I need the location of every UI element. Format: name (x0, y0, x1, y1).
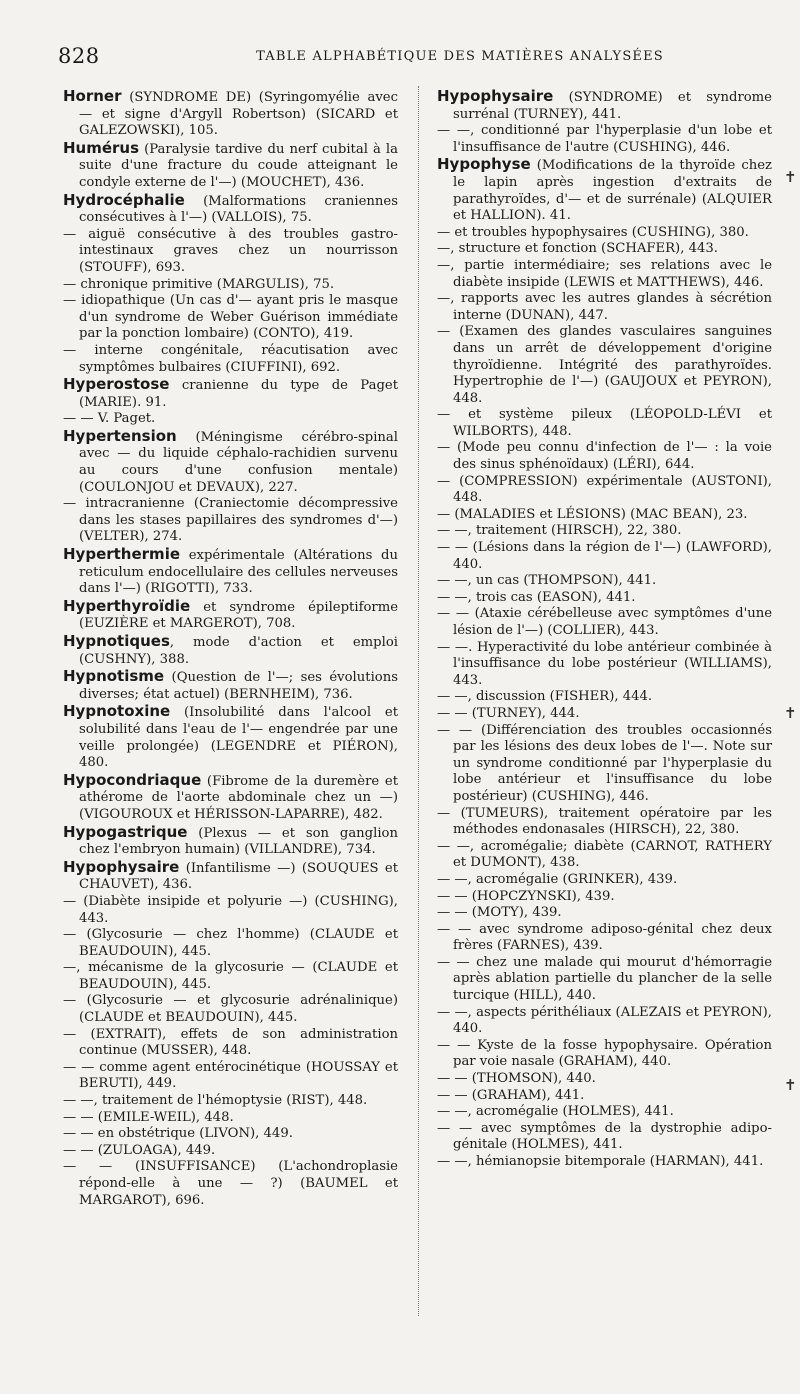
index-entry (63, 545, 398, 598)
entry-headword: Hypogastrique (63, 822, 188, 841)
index-entry (63, 893, 398, 927)
entry-text: — —, un cas (THOMPSON), 441. (437, 573, 657, 589)
entry-text: — chronique primitive (MARGULIS), 75. (63, 276, 335, 292)
entry-text: expérimentale (Altérations du reticulum endocellulaire des cellules nerveuses dans l'—) (RIGOTTI), 733. (79, 548, 398, 597)
index-entry (437, 540, 772, 573)
entry-text: — (Glycosurie — chez l'homme) (CLAUDE et BEAUDOUIN), 445. (63, 927, 398, 959)
entry-text: (Paralysie tardive du nerf cubital à la suite d'une fracture du coude atteignant le condyle externe de l'—) (MOUCHET), 436. (79, 141, 398, 190)
entry-text: — et troubles hypophysaires (CUSHING), 380. (437, 224, 749, 240)
index-entry (63, 1109, 398, 1127)
page-header (58, 44, 742, 74)
column-divider (418, 86, 419, 1316)
entry-text: — — comme agent entérocinétique (HOUSSAY et BERUTI), 449. (63, 1059, 398, 1092)
index-entry (63, 138, 398, 192)
entry-text: — —, trois cas (EASON), 441. (437, 589, 636, 605)
page-number: 828 (58, 44, 100, 68)
entry-headword: Hypnotiques (63, 632, 170, 650)
entry-text: — — avec symptômes de la dystrophie adipo-génitale (HOLMES), 441. (437, 1120, 772, 1153)
entry-text: — — (Lésions dans la région de l'—) (LAWFORD), 440. (437, 540, 772, 572)
index-entry (437, 1087, 772, 1105)
index-entry (63, 342, 398, 376)
entry-text: — (COMPRESSION) expérimentale (AUSTONI), 448. (437, 473, 772, 506)
entry-text: — — (EMILE-WEIL), 448. (63, 1109, 234, 1125)
entry-text: —, mécanisme de la glycosurie — (CLAUDE et BEAUDOUIN), 445. (63, 960, 398, 992)
index-entry (437, 523, 772, 540)
entry-headword: Hyperthermie (63, 545, 181, 564)
entry-text: , mode d'action et emploi (CUSHNY), 388. (79, 635, 398, 667)
entry-text: — — (Différenciation des troubles occasionnés par les lésions des deux lobes de l'—. Note sur un syndrome conditionné par l'hyperplasie du lobe antérieur et l'insuffisance du lobe postérieur) (CUSHING), 446. (437, 722, 772, 804)
entry-text: — (Diabète insipide et polyurie —) (CUSHING), 443. (63, 893, 398, 926)
index-entry (437, 257, 772, 291)
index-entry (63, 1059, 398, 1093)
entry-text: (Fibrome de la duremère et athérome de l'aorte abdominale chez un —) (VIGOUROUX et HÉRISSON-LAPARRE), 482. (79, 773, 398, 822)
right-column (437, 88, 772, 1171)
index-entry (437, 805, 772, 839)
index-entry (63, 1142, 398, 1160)
entry-headword: Hypertension (63, 426, 177, 445)
entry-headword: Hypnotoxine (63, 702, 171, 721)
index-entry (437, 224, 772, 242)
index-entry (437, 123, 772, 156)
entry-text: (Infantilisme —) (SOUQUES et CHAUVET), 436. (79, 860, 398, 893)
entry-text: — intracranienne (Craniectomie décompressive dans les stases papillaires des syndromes d'—) (VELTER), 274. (63, 496, 398, 545)
entry-text: — — chez une malade qui mourut d'hémorragie après ablation partielle du plancher de la selle turcique (HILL), 440. (437, 954, 772, 1004)
index-entry (437, 1071, 772, 1088)
entry-text: — (TUMEURS), traitement opératoire par les méthodes endonasales (HIRSCH), 22, 380. (437, 805, 772, 838)
entry-text: — — (Ataxie cérébelleuse avec symptômes d'une lésion de l'—) (COLLIER), 443. (437, 606, 772, 638)
entry-text: — — en obstétrique (LIVON), 449. (63, 1126, 293, 1142)
entry-text: — —, conditionné par l'hyperplasie d'un lobe et l'insuffisance de l'autre (CUSHING), 446. (437, 123, 772, 155)
entry-text: —, structure et fonction (SCHAFER), 443. (437, 241, 718, 257)
index-entry (437, 1004, 772, 1038)
index-entry (63, 190, 398, 227)
index-entry (437, 954, 772, 1005)
index-entry (63, 1126, 398, 1143)
index-entry (63, 632, 398, 668)
entry-text: — —, hémianopsie bitemporale (HARMAN), 441. (437, 1154, 764, 1169)
entry-text: — —, acromégalie (HOLMES), 441. (437, 1104, 674, 1120)
entry-text: et syndrome épileptiforme (EUZIÈRE et MARGEROT), 708. (79, 599, 398, 632)
entry-text: — — (GRAHAM), 441. (437, 1087, 585, 1103)
index-entry (63, 1093, 398, 1110)
entry-text: (Plexus — et son ganglion chez l'embryon humain) (VILLANDRE), 734. (79, 825, 398, 858)
entry-headword: Hydrocéphalie (63, 190, 185, 209)
index-entry (437, 324, 772, 407)
index-entry (63, 927, 398, 960)
entry-text: — et système pileux (LÉOPOLD-LÉVI et WILBORTS), 448. (437, 407, 772, 439)
entry-text: — —, acromégalie (GRINKER), 439. (437, 871, 678, 887)
entry-headword: Horner (63, 87, 122, 105)
index-entry (63, 960, 398, 993)
entry-text: — —, discussion (FISHER), 444. (437, 689, 653, 705)
entry-text: — —. Hyperactivité du lobe antérieur combinée à l'insuffisance du lobe postérieur (WILLIAMS), 443. (437, 639, 772, 688)
index-entry (63, 226, 398, 277)
entry-text: — — (ZULOAGA), 449. (63, 1142, 216, 1158)
entry-text: — — (TURNEY), 444. (437, 705, 580, 721)
index-entry (437, 1154, 772, 1171)
index-entry (437, 838, 772, 872)
entry-text: — idiopathique (Un cas d'— ayant pris le masque d'un syndrome de Weber Guérison immédiate par la ponction lombaire) (CONTO), 419. (63, 293, 398, 342)
index-entry (437, 87, 772, 123)
entry-text: (Malformations craniennes consécutives à l'—) (VALLOIS), 75. (79, 193, 398, 226)
index-entry (437, 241, 772, 258)
index-entry (437, 407, 772, 440)
index-entry (437, 589, 772, 607)
entry-text: — — (INSUFFISANCE) (L'achondroplasie répond-elle à une — ?) (BAUMEL et MARGAROT), 696. (63, 1159, 398, 1208)
index-entry (437, 689, 772, 706)
index-entry (437, 905, 772, 922)
index-entry (63, 276, 398, 294)
index-entry (437, 506, 772, 524)
index-entry (63, 496, 398, 546)
index-entry (437, 473, 772, 507)
index-entry (63, 667, 398, 703)
index-entry (437, 871, 772, 889)
index-entry (63, 770, 398, 824)
entry-text: (Modifications de la thyroïde chez le lapin après ingestion d'extraits de parathyroïdes, d'— et de surrénale) (ALQUIER et HALLION). 41. (453, 158, 772, 224)
index-entry (63, 857, 398, 894)
index-entry (437, 921, 772, 955)
entry-headword: Humérus (63, 138, 140, 157)
entry-text: (SYNDROME DE) (Syringomyélie avec — et signe d'Argyll Robertson) (SICARD et GALEZOWSKI), 105. (79, 90, 398, 139)
entry-headword: Hypocondriaque (63, 770, 202, 789)
entry-text: — —, acromégalie; diabète (CARNOT, RATHERY et DUMONT), 438. (437, 838, 772, 871)
entry-text: — (MALADIES et LÉSIONS) (MAC BEAN), 23. (437, 506, 748, 522)
index-entry (63, 993, 398, 1026)
index-entry (63, 596, 398, 633)
entry-text: — — avec syndrome adiposo-génital chez deux frères (FARNES), 439. (437, 921, 772, 954)
margin-mark-icon: ✝ (784, 1076, 797, 1094)
entry-text: — (Examen des glandes vasculaires sanguines dans un arrêt de développement d'origine thyroïdienne. Intégrité des parathyroïdes. Hypertrophie de l'—) (GAUJOUX et PEYRON), 448. (437, 324, 772, 406)
index-entry (437, 291, 772, 324)
entry-text: — aiguë consécutive à des troubles gastro-intestinaux graves chez un nourrisson (STOUFF), 693. (63, 226, 398, 275)
entry-text: —, partie intermédiaire; ses relations avec le diabète insipide (LEWIS et MATTHEWS), 446. (437, 257, 772, 290)
index-entry (437, 1120, 772, 1154)
entry-text: — (Glycosurie — et glycosurie adrénalinique) (CLAUDE et BEAUDOUIN), 445. (63, 993, 398, 1026)
entry-text: — — Kyste de la fosse hypophysaire. Opération par voie nasale (GRAHAM), 440. (437, 1037, 772, 1070)
entry-headword: Hyperthyroïdie (63, 596, 191, 615)
index-entry (437, 573, 772, 590)
entry-text: — (Mode peu connu d'infection de l'— : la voie des sinus sphénoïdaux) (LÉRI), 644. (437, 440, 772, 473)
entry-text: — — (MOTY), 439. (437, 905, 562, 921)
entry-headword: Hypophysaire (63, 857, 180, 876)
index-entry (63, 1026, 398, 1060)
entry-text: cranienne du type de Paget (MARIE). 91. (79, 378, 398, 410)
entry-text: — —, aspects périthéliaux (ALEZAIS et PEYRON), 440. (437, 1004, 772, 1037)
index-entry (437, 1104, 772, 1121)
entry-text: — — (THOMSON), 440. (437, 1071, 596, 1087)
margin-mark-icon: ✝ (784, 168, 797, 186)
left-column (63, 88, 398, 1209)
entry-text: — —, traitement (HIRSCH), 22, 380. (437, 523, 682, 539)
entry-text: — — V. Paget. (63, 411, 156, 427)
entry-headword: Hyperostose (63, 375, 170, 394)
index-entry (437, 705, 772, 723)
index-entry (63, 702, 398, 771)
index-entry (437, 639, 772, 690)
index-entry (63, 1159, 398, 1209)
index-entry (63, 375, 398, 411)
running-title: TABLE ALPHABÉTIQUE DES MATIÈRES ANALYSÉES (256, 49, 664, 64)
entry-text: (Insolubilité dans l'alcool et solubilité dans l'eau de l'— engendrée par une veille prolongée) (LEGENDRE et PIÉRON), 480. (79, 705, 398, 771)
index-entry (63, 87, 398, 140)
index-entry (437, 155, 772, 224)
entry-text: — interne congénitale, réacutisation avec symptômes bulbaires (CIUFFINI), 692. (63, 342, 398, 375)
entry-text: —, rapports avec les autres glandes à sécrétion interne (DUNAN), 447. (437, 291, 772, 323)
entry-headword: Hypophyse (437, 155, 531, 174)
index-entry (63, 411, 398, 428)
index-entry (63, 822, 398, 859)
index-entry (437, 722, 772, 806)
entry-text: (Méningisme cérébro-spinal avec — du liquide céphalo-rachidien survenu au cours d'une confusion mentale) (COULONJOU et DEVAUX), 227. (79, 429, 398, 495)
index-entry (63, 426, 398, 496)
entry-text: — (EXTRAIT), effets de son administration continue (MUSSER), 448. (63, 1026, 398, 1059)
entry-text: (SYNDROME) et syndrome surrénal (TURNEY), 441. (453, 90, 772, 122)
entry-headword: Hypnotisme (63, 667, 165, 686)
index-entry (437, 440, 772, 473)
entry-text: — —, traitement de l'hémoptysie (RIST), 448. (63, 1093, 368, 1109)
index-entry (437, 1037, 772, 1071)
margin-mark-icon: ✝ (784, 704, 797, 722)
index-entry (63, 293, 398, 343)
entry-text: (Question de l'—; ses évolutions diverses; état actuel) (BERNHEIM), 736. (79, 670, 398, 702)
entry-text: — — (HOPCZYNSKI), 439. (437, 888, 615, 904)
index-entry (437, 888, 772, 906)
index-entry (437, 606, 772, 639)
entry-headword: Hypophysaire (437, 87, 554, 105)
